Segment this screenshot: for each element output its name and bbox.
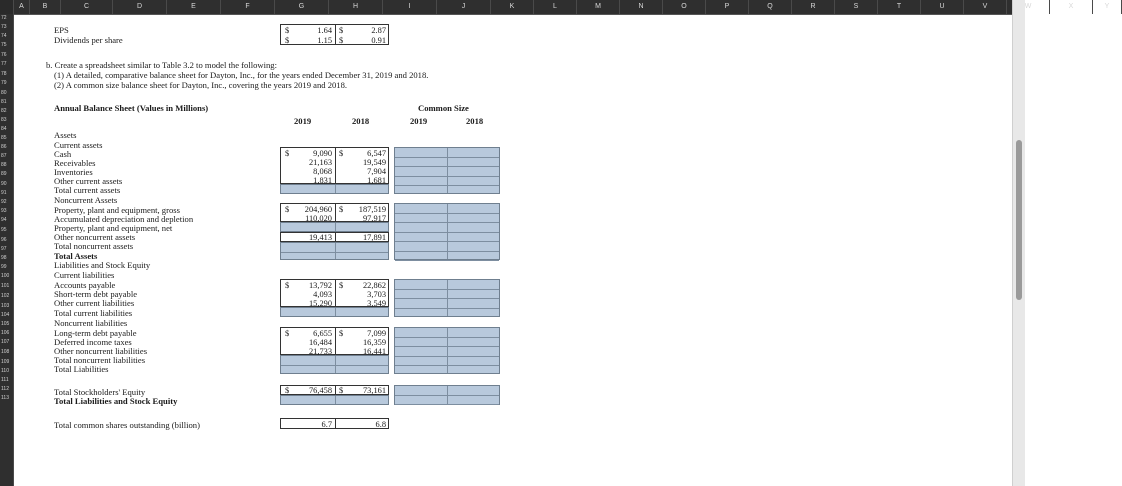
label-inventories: Inventories: [54, 167, 93, 177]
label-accum-depr: Accumulated depreciation and depletion: [54, 214, 194, 224]
label-noncurrent-liabilities: Noncurrent liabilities: [54, 318, 128, 328]
row-header-96[interactable]: 96: [1, 237, 7, 243]
cell-gridline: [395, 260, 499, 261]
column-header-i[interactable]: I: [383, 0, 437, 14]
row-header-90[interactable]: 90: [1, 181, 7, 187]
label-deferred-taxes: Deferred income taxes: [54, 337, 132, 347]
deferred-taxes-2019[interactable]: 16,484: [308, 338, 332, 347]
cell-gridline: [335, 356, 336, 373]
total-liab-equity-calc[interactable]: [280, 395, 389, 405]
ap-dollar-2019: $: [285, 281, 290, 290]
row-header-99[interactable]: 99: [1, 264, 7, 270]
row-header-85[interactable]: 85: [1, 135, 7, 141]
year-2019-header: 2019: [294, 116, 312, 126]
row-header-77[interactable]: 77: [1, 61, 7, 67]
shares-2019[interactable]: 6.7: [321, 420, 332, 429]
label-assets: Assets: [54, 130, 77, 140]
row-header-95[interactable]: 95: [1, 227, 7, 233]
label-ppe-net: Property, plant and equipment, net: [54, 223, 173, 233]
other-noncurrent-assets-2019[interactable]: 19,413: [308, 233, 332, 242]
eps-label: EPS: [54, 25, 69, 35]
cell-gridline: [335, 328, 336, 354]
label-other-current-liabilities: Other current liabilities: [54, 298, 135, 308]
div-dollar-2019: $: [285, 36, 290, 45]
column-header-a[interactable]: A: [14, 0, 30, 14]
cell-gridline: [335, 243, 336, 259]
ppe-dollar-2019: $: [285, 205, 290, 214]
scrollbar-thumb[interactable]: [1016, 140, 1022, 300]
common-size-noncurrent-liabilities[interactable]: [394, 327, 500, 374]
label-long-term-debt: Long-term debt payable: [54, 328, 137, 338]
instruction-line-1: b. Create a spreadsheet similar to Table 3.2 to model the following:: [46, 60, 277, 70]
cash-dollar-2019: $: [285, 149, 290, 158]
row-header-103[interactable]: 103: [1, 303, 10, 309]
row-header-82[interactable]: 82: [1, 108, 7, 114]
long-term-debt-2019[interactable]: 6,655: [313, 329, 332, 338]
column-header-m[interactable]: M: [577, 0, 620, 14]
row-header-105[interactable]: 105: [1, 321, 10, 327]
instruction-line-2: (1) A detailed, comparative balance sheet for Dayton, Inc., for the years ended December 31, 2019 and 2018.: [54, 70, 429, 80]
cash-2018[interactable]: 6,547: [367, 149, 386, 158]
label-noncurrent-assets: Noncurrent Assets: [54, 195, 118, 205]
label-total-assets: Total Assets: [54, 251, 98, 261]
other-current-assets-2018[interactable]: 1,681: [367, 176, 386, 185]
common-size-current-assets[interactable]: [394, 147, 500, 194]
column-header-h[interactable]: H: [329, 0, 383, 14]
row-header-108[interactable]: 108: [1, 349, 10, 355]
cs-2019-header: 2019: [410, 116, 428, 126]
cell-gridline: [447, 148, 448, 193]
select-all-corner[interactable]: [0, 0, 14, 14]
label-current-liabilities: Current liabilities: [54, 270, 115, 280]
dividends-2018[interactable]: 0.91: [371, 36, 386, 45]
row-header-88[interactable]: 88: [1, 162, 7, 168]
row-header-111[interactable]: 111: [1, 377, 9, 383]
column-header-p[interactable]: P: [706, 0, 749, 14]
cell-gridline: [447, 204, 448, 259]
label-total-equity: Total Stockholders' Equity: [54, 387, 146, 397]
equity-dollar-2018: $: [339, 386, 344, 395]
deferred-taxes-2018[interactable]: 16,359: [362, 338, 386, 347]
cell-gridline: [335, 204, 336, 221]
vertical-scrollbar[interactable]: [1012, 0, 1025, 486]
total-noncurrent-assets-calc[interactable]: [280, 242, 389, 260]
row-header-110[interactable]: 110: [1, 368, 9, 374]
row-header-86[interactable]: 86: [1, 144, 7, 150]
column-header-s[interactable]: S: [835, 0, 878, 14]
label-ppe-gross: Property, plant and equipment, gross: [54, 205, 180, 215]
column-header-w[interactable]: W: [1007, 0, 1050, 14]
cell-gridline: [335, 386, 336, 394]
cell-gridline: [395, 404, 499, 405]
row-header-79[interactable]: 79: [1, 80, 7, 86]
other-current-liabilities-2018[interactable]: 3,549: [367, 299, 386, 308]
row-header-bar: [0, 14, 14, 486]
row-header-81[interactable]: 81: [1, 99, 7, 105]
other-current-liabilities-2019[interactable]: 15,290: [308, 299, 332, 308]
other-noncurrent-liabilities-2019[interactable]: 21,733: [308, 347, 332, 356]
row-header-74[interactable]: 74: [1, 33, 7, 39]
label-total-noncurrent-liabilities: Total noncurrent liabilities: [54, 355, 146, 365]
column-header-e[interactable]: E: [167, 0, 221, 14]
column-header-b[interactable]: B: [30, 0, 61, 14]
row-header-100[interactable]: 100: [1, 273, 10, 279]
column-header-u[interactable]: U: [921, 0, 964, 14]
div-dollar-2018: $: [339, 36, 344, 45]
inventories-2018[interactable]: 7,904: [367, 167, 386, 176]
cs-2018-header: 2018: [466, 116, 484, 126]
total-equity-2019[interactable]: 76,458: [308, 386, 332, 395]
label-receivables: Receivables: [54, 158, 96, 168]
balance-sheet-title: Annual Balance Sheet (Values in Millions): [54, 103, 209, 113]
row-header-72[interactable]: 72: [1, 15, 7, 21]
label-total-noncurrent-assets: Total noncurrent assets: [54, 241, 134, 251]
inventories-2019[interactable]: 8,068: [313, 167, 332, 176]
column-header-q[interactable]: Q: [749, 0, 792, 14]
label-total-liab-equity: Total Liabilities and Stock Equity: [54, 396, 178, 406]
label-other-current-assets: Other current assets: [54, 176, 123, 186]
cell-gridline: [335, 148, 336, 183]
cell-gridline: [335, 25, 336, 44]
dividends-2019[interactable]: 1.15: [317, 36, 332, 45]
accounts-payable-2019[interactable]: 13,792: [308, 281, 332, 290]
label-other-noncurrent-assets: Other noncurrent assets: [54, 232, 136, 242]
total-current-assets-calc[interactable]: [280, 184, 389, 194]
column-header-g[interactable]: G: [275, 0, 329, 14]
common-size-current-liabilities[interactable]: [394, 279, 500, 317]
row-header-73[interactable]: 73: [1, 24, 7, 30]
cell-gridline: [335, 419, 336, 428]
row-header-106[interactable]: 106: [1, 330, 10, 336]
other-current-assets-2019[interactable]: 1,831: [313, 176, 332, 185]
row-header-93[interactable]: 93: [1, 208, 7, 214]
dividends-label: Dividends per share: [54, 35, 123, 45]
eps-2019[interactable]: 1.64: [317, 26, 332, 35]
row-header-97[interactable]: 97: [1, 246, 7, 252]
label-cash: Cash: [54, 149, 72, 159]
cell-gridline: [335, 396, 336, 404]
row-header-92[interactable]: 92: [1, 199, 7, 205]
label-total-current-liabilities: Total current liabilities: [54, 308, 133, 318]
column-header-t[interactable]: T: [878, 0, 921, 14]
cell-gridline: [335, 233, 336, 241]
column-header-x[interactable]: X: [1050, 0, 1093, 14]
row-header-80[interactable]: 80: [1, 90, 7, 96]
ap-dollar-2018: $: [339, 281, 344, 290]
row-header-112[interactable]: 112: [1, 386, 9, 392]
row-header-89[interactable]: 89: [1, 171, 7, 177]
cash-2019[interactable]: 9,090: [313, 149, 332, 158]
label-total-liabilities: Total Liabilities: [54, 364, 109, 374]
column-header-o[interactable]: O: [663, 0, 706, 14]
row-header-83[interactable]: 83: [1, 117, 7, 123]
cell-gridline: [335, 308, 336, 316]
row-header-76[interactable]: 76: [1, 52, 7, 58]
cell-gridline: [447, 328, 448, 373]
row-header-87[interactable]: 87: [1, 153, 7, 159]
row-header-113[interactable]: 113: [1, 395, 9, 401]
row-header-78[interactable]: 78: [1, 71, 7, 77]
label-short-term-debt: Short-term debt payable: [54, 289, 138, 299]
row-header-91[interactable]: 91: [1, 190, 7, 196]
column-header-bar: [0, 0, 1110, 15]
cell-gridline: [447, 386, 448, 404]
equity-dollar-2019: $: [285, 386, 290, 395]
label-total-current-assets: Total current assets: [54, 185, 121, 195]
row-header-104[interactable]: 104: [1, 312, 10, 318]
column-header-c[interactable]: C: [61, 0, 113, 14]
row-header-75[interactable]: 75: [1, 42, 7, 48]
column-header-r[interactable]: R: [792, 0, 835, 14]
eps-dollar-2018: $: [339, 26, 344, 35]
cell-gridline: [335, 280, 336, 306]
eps-2018[interactable]: 2.87: [371, 26, 386, 35]
common-size-header: Common Size: [418, 103, 469, 113]
column-header-k[interactable]: K: [491, 0, 534, 14]
label-other-noncurrent-liabilities: Other noncurrent liabilities: [54, 346, 148, 356]
row-header-84[interactable]: 84: [1, 126, 7, 132]
total-current-liabilities-calc[interactable]: [280, 307, 389, 317]
other-noncurrent-assets-2018[interactable]: 17,891: [362, 233, 386, 242]
column-header-v[interactable]: V: [964, 0, 1007, 14]
accum-depr-2018[interactable]: 97,917: [362, 214, 386, 223]
label-shares-outstanding: Total common shares outstanding (billion): [54, 420, 200, 430]
short-term-debt-2018[interactable]: 3,703: [367, 290, 386, 299]
receivables-2019[interactable]: 21,163: [308, 158, 332, 167]
receivables-2018[interactable]: 19,549: [362, 158, 386, 167]
row-header-94[interactable]: 94: [1, 217, 7, 223]
short-term-debt-2019[interactable]: 4,093: [313, 290, 332, 299]
row-header-101[interactable]: 101: [1, 283, 10, 289]
cell-gridline: [335, 223, 336, 231]
column-header-j[interactable]: J: [437, 0, 491, 14]
common-size-equity[interactable]: [394, 385, 500, 405]
ppe-net-calc[interactable]: [280, 222, 389, 232]
cell-grid[interactable]: [14, 15, 1012, 486]
common-size-noncurrent-assets[interactable]: [394, 203, 500, 260]
column-header-f[interactable]: F: [221, 0, 275, 14]
ltd-dollar-2019: $: [285, 329, 290, 338]
column-header-n[interactable]: N: [620, 0, 663, 14]
ltd-dollar-2018: $: [339, 329, 344, 338]
row-header-109[interactable]: 109: [1, 359, 10, 365]
row-header-107[interactable]: 107: [1, 339, 10, 345]
long-term-debt-2018[interactable]: 7,099: [367, 329, 386, 338]
label-current-assets: Current assets: [54, 140, 103, 150]
row-header-98[interactable]: 98: [1, 255, 7, 261]
cash-dollar-2018: $: [339, 149, 344, 158]
column-header-d[interactable]: D: [113, 0, 167, 14]
accum-depr-2019[interactable]: 110,020: [305, 214, 332, 223]
other-noncurrent-liabilities-2018[interactable]: 16,441: [362, 347, 386, 356]
total-equity-2018[interactable]: 73,161: [362, 386, 386, 395]
label-liab-equity: Liabilities and Stock Equity: [54, 260, 151, 270]
instruction-line-3: (2) A common size balance sheet for Dayton, Inc., covering the years 2019 and 2018.: [54, 80, 348, 90]
ppe-gross-2019[interactable]: 204,960: [304, 205, 332, 214]
ppe-dollar-2018: $: [339, 205, 344, 214]
cell-gridline: [447, 280, 448, 316]
total-liabilities-calc[interactable]: [280, 355, 389, 374]
year-2018-header: 2018: [352, 116, 370, 126]
ppe-gross-2018[interactable]: 187,519: [358, 205, 386, 214]
accounts-payable-2018[interactable]: 22,862: [362, 281, 386, 290]
row-header-102[interactable]: 102: [1, 293, 10, 299]
shares-2018[interactable]: 6.8: [375, 420, 386, 429]
column-header-l[interactable]: L: [534, 0, 577, 14]
eps-dollar-2019: $: [285, 26, 290, 35]
cell-gridline: [335, 185, 336, 193]
column-header-y[interactable]: Y: [1093, 0, 1122, 14]
label-accounts-payable: Accounts payable: [54, 280, 116, 290]
